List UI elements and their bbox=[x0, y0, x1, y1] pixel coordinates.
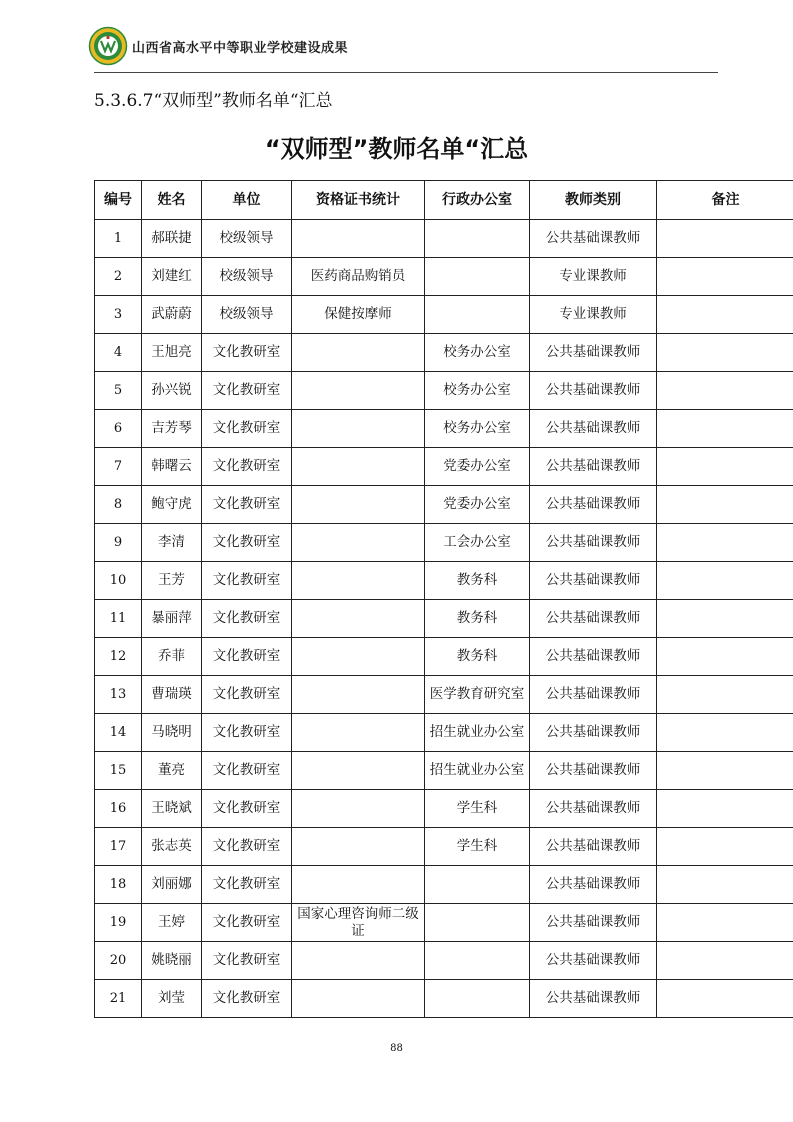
cell-name: 孙兴锐 bbox=[142, 372, 202, 410]
cell-name: 吉芳琴 bbox=[142, 410, 202, 448]
cell-unit: 文化教研室 bbox=[202, 752, 292, 790]
cell-admin-office: 党委办公室 bbox=[425, 448, 530, 486]
column-header-remarks: 备注 bbox=[657, 181, 793, 220]
cell-certificate bbox=[292, 752, 425, 790]
cell-admin-office: 医学教育研究室 bbox=[425, 676, 530, 714]
cell-number: 4 bbox=[95, 334, 142, 372]
cell-name: 张志英 bbox=[142, 828, 202, 866]
cell-unit: 文化教研室 bbox=[202, 866, 292, 904]
cell-certificate bbox=[292, 372, 425, 410]
table-row bbox=[95, 448, 793, 486]
cell-unit: 文化教研室 bbox=[202, 676, 292, 714]
cell-admin-office: 校务办公室 bbox=[425, 372, 530, 410]
cell-unit: 文化教研室 bbox=[202, 524, 292, 562]
cell-name: 刘建红 bbox=[142, 258, 202, 296]
page-header bbox=[88, 24, 718, 72]
cell-admin-office bbox=[425, 980, 530, 1018]
cell-number: 16 bbox=[95, 790, 142, 828]
table-row bbox=[95, 676, 793, 714]
cell-remarks bbox=[657, 904, 793, 942]
table-row bbox=[95, 410, 793, 448]
cell-remarks bbox=[657, 942, 793, 980]
cell-number: 17 bbox=[95, 828, 142, 866]
table-row bbox=[95, 258, 793, 296]
cell-remarks bbox=[657, 334, 793, 372]
cell-admin-office bbox=[425, 904, 530, 942]
cell-teacher-category: 公共基础课教师 bbox=[530, 980, 657, 1018]
cell-unit: 文化教研室 bbox=[202, 828, 292, 866]
cell-number: 8 bbox=[95, 486, 142, 524]
table-row bbox=[95, 752, 793, 790]
cell-name: 刘丽娜 bbox=[142, 866, 202, 904]
cell-unit: 文化教研室 bbox=[202, 448, 292, 486]
cell-admin-office bbox=[425, 296, 530, 334]
cell-remarks bbox=[657, 296, 793, 334]
cell-teacher-category: 公共基础课教师 bbox=[530, 562, 657, 600]
cell-teacher-category: 公共基础课教师 bbox=[530, 334, 657, 372]
cell-remarks bbox=[657, 524, 793, 562]
cell-remarks bbox=[657, 486, 793, 524]
cell-number: 9 bbox=[95, 524, 142, 562]
column-header-name: 姓名 bbox=[142, 181, 202, 220]
table-row bbox=[95, 600, 793, 638]
cell-remarks bbox=[657, 828, 793, 866]
cell-number: 3 bbox=[95, 296, 142, 334]
table-row bbox=[95, 372, 793, 410]
column-header-admin-office: 行政办公室 bbox=[425, 181, 530, 220]
table-row bbox=[95, 904, 793, 942]
cell-certificate bbox=[292, 562, 425, 600]
cell-unit: 文化教研室 bbox=[202, 638, 292, 676]
table-row bbox=[95, 980, 793, 1018]
cell-number: 21 bbox=[95, 980, 142, 1018]
cell-unit: 文化教研室 bbox=[202, 904, 292, 942]
cell-unit: 文化教研室 bbox=[202, 372, 292, 410]
teacher-roster-table bbox=[94, 180, 793, 1018]
cell-remarks bbox=[657, 638, 793, 676]
cell-certificate: 医药商品购销员 bbox=[292, 258, 425, 296]
cell-teacher-category: 公共基础课教师 bbox=[530, 220, 657, 258]
cell-number: 19 bbox=[95, 904, 142, 942]
cell-teacher-category: 公共基础课教师 bbox=[530, 866, 657, 904]
table-row bbox=[95, 524, 793, 562]
cell-number: 13 bbox=[95, 676, 142, 714]
cell-certificate bbox=[292, 980, 425, 1018]
cell-name: 王旭亮 bbox=[142, 334, 202, 372]
cell-remarks bbox=[657, 448, 793, 486]
cell-teacher-category: 公共基础课教师 bbox=[530, 904, 657, 942]
page-number: 88 bbox=[390, 1043, 403, 1054]
cell-teacher-category: 公共基础课教师 bbox=[530, 828, 657, 866]
cell-admin-office bbox=[425, 258, 530, 296]
cell-certificate bbox=[292, 524, 425, 562]
cell-unit: 文化教研室 bbox=[202, 410, 292, 448]
cell-number: 11 bbox=[95, 600, 142, 638]
table-row bbox=[95, 638, 793, 676]
cell-name: 姚晓丽 bbox=[142, 942, 202, 980]
cell-admin-office: 校务办公室 bbox=[425, 334, 530, 372]
cell-remarks bbox=[657, 258, 793, 296]
cell-name: 郝联捷 bbox=[142, 220, 202, 258]
cell-certificate bbox=[292, 866, 425, 904]
cell-unit: 文化教研室 bbox=[202, 486, 292, 524]
school-name: 山西省高水平中等职业学校建设成果 bbox=[132, 41, 349, 56]
cell-teacher-category: 公共基础课教师 bbox=[530, 600, 657, 638]
cell-remarks bbox=[657, 562, 793, 600]
cell-admin-office: 学生科 bbox=[425, 790, 530, 828]
table-row bbox=[95, 220, 793, 258]
cell-admin-office: 学生科 bbox=[425, 828, 530, 866]
cell-admin-office: 招生就业办公室 bbox=[425, 752, 530, 790]
document-title: “双师型”教师名单“汇总 bbox=[264, 135, 529, 163]
section-heading: 5.3.6.7“双师型”教师名单“汇总 bbox=[94, 91, 333, 111]
cell-remarks bbox=[657, 790, 793, 828]
cell-teacher-category: 公共基础课教师 bbox=[530, 676, 657, 714]
table-row bbox=[95, 866, 793, 904]
cell-teacher-category: 专业课教师 bbox=[530, 296, 657, 334]
cell-unit: 文化教研室 bbox=[202, 334, 292, 372]
table-row bbox=[95, 334, 793, 372]
cell-number: 10 bbox=[95, 562, 142, 600]
column-header-unit: 单位 bbox=[202, 181, 292, 220]
cell-number: 15 bbox=[95, 752, 142, 790]
cell-unit: 文化教研室 bbox=[202, 600, 292, 638]
cell-admin-office: 教务科 bbox=[425, 600, 530, 638]
table-row bbox=[95, 296, 793, 334]
cell-remarks bbox=[657, 676, 793, 714]
cell-number: 20 bbox=[95, 942, 142, 980]
cell-admin-office bbox=[425, 866, 530, 904]
cell-unit: 文化教研室 bbox=[202, 562, 292, 600]
cell-unit: 校级领导 bbox=[202, 258, 292, 296]
cell-number: 2 bbox=[95, 258, 142, 296]
cell-number: 7 bbox=[95, 448, 142, 486]
cell-remarks bbox=[657, 980, 793, 1018]
cell-admin-office bbox=[425, 220, 530, 258]
cell-certificate: 保健按摩师 bbox=[292, 296, 425, 334]
cell-certificate bbox=[292, 676, 425, 714]
table-row bbox=[95, 828, 793, 866]
cell-admin-office: 教务科 bbox=[425, 638, 530, 676]
cell-unit: 文化教研室 bbox=[202, 980, 292, 1018]
cell-remarks bbox=[657, 600, 793, 638]
cell-name: 刘莹 bbox=[142, 980, 202, 1018]
cell-certificate bbox=[292, 790, 425, 828]
cell-certificate bbox=[292, 410, 425, 448]
cell-unit: 校级领导 bbox=[202, 296, 292, 334]
cell-name: 暴丽萍 bbox=[142, 600, 202, 638]
cell-name: 董亮 bbox=[142, 752, 202, 790]
cell-name: 马晓明 bbox=[142, 714, 202, 752]
cell-number: 1 bbox=[95, 220, 142, 258]
cell-teacher-category: 公共基础课教师 bbox=[530, 942, 657, 980]
cell-certificate bbox=[292, 942, 425, 980]
cell-remarks bbox=[657, 410, 793, 448]
cell-certificate bbox=[292, 448, 425, 486]
cell-admin-office: 招生就业办公室 bbox=[425, 714, 530, 752]
cell-admin-office: 党委办公室 bbox=[425, 486, 530, 524]
cell-name: 韩曙云 bbox=[142, 448, 202, 486]
cell-name: 王晓斌 bbox=[142, 790, 202, 828]
cell-name: 鲍守虎 bbox=[142, 486, 202, 524]
cell-certificate bbox=[292, 714, 425, 752]
cell-number: 6 bbox=[95, 410, 142, 448]
cell-number: 12 bbox=[95, 638, 142, 676]
cell-name: 武蔚蔚 bbox=[142, 296, 202, 334]
cell-unit: 文化教研室 bbox=[202, 790, 292, 828]
cell-remarks bbox=[657, 372, 793, 410]
cell-unit: 文化教研室 bbox=[202, 714, 292, 752]
cell-remarks bbox=[657, 866, 793, 904]
cell-teacher-category: 公共基础课教师 bbox=[530, 372, 657, 410]
table-header-row bbox=[95, 181, 793, 220]
cell-remarks bbox=[657, 220, 793, 258]
cell-name: 王芳 bbox=[142, 562, 202, 600]
cell-certificate bbox=[292, 220, 425, 258]
table-row bbox=[95, 714, 793, 752]
cell-teacher-category: 公共基础课教师 bbox=[530, 524, 657, 562]
school-emblem-icon bbox=[88, 26, 128, 66]
table-row bbox=[95, 790, 793, 828]
table-row bbox=[95, 486, 793, 524]
cell-name: 李清 bbox=[142, 524, 202, 562]
cell-unit: 校级领导 bbox=[202, 220, 292, 258]
table-row bbox=[95, 562, 793, 600]
cell-number: 14 bbox=[95, 714, 142, 752]
cell-teacher-category: 公共基础课教师 bbox=[530, 638, 657, 676]
cell-name: 王婷 bbox=[142, 904, 202, 942]
cell-certificate bbox=[292, 486, 425, 524]
cell-name: 曹瑞瑛 bbox=[142, 676, 202, 714]
cell-certificate bbox=[292, 828, 425, 866]
cell-number: 18 bbox=[95, 866, 142, 904]
cell-teacher-category: 公共基础课教师 bbox=[530, 752, 657, 790]
table-body bbox=[95, 220, 793, 1018]
cell-teacher-category: 公共基础课教师 bbox=[530, 790, 657, 828]
cell-teacher-category: 公共基础课教师 bbox=[530, 486, 657, 524]
column-header-teacher-category: 教师类别 bbox=[530, 181, 657, 220]
cell-remarks bbox=[657, 714, 793, 752]
cell-certificate bbox=[292, 600, 425, 638]
cell-certificate bbox=[292, 638, 425, 676]
cell-teacher-category: 公共基础课教师 bbox=[530, 410, 657, 448]
cell-remarks bbox=[657, 752, 793, 790]
cell-number: 5 bbox=[95, 372, 142, 410]
cell-admin-office: 校务办公室 bbox=[425, 410, 530, 448]
cell-certificate bbox=[292, 334, 425, 372]
cell-admin-office: 教务科 bbox=[425, 562, 530, 600]
cell-admin-office: 工会办公室 bbox=[425, 524, 530, 562]
column-header-certificates: 资格证书统计 bbox=[292, 181, 425, 220]
cell-name: 乔菲 bbox=[142, 638, 202, 676]
header-divider bbox=[94, 72, 718, 73]
cell-teacher-category: 公共基础课教师 bbox=[530, 714, 657, 752]
table-row bbox=[95, 942, 793, 980]
cell-teacher-category: 专业课教师 bbox=[530, 258, 657, 296]
cell-teacher-category: 公共基础课教师 bbox=[530, 448, 657, 486]
cell-unit: 文化教研室 bbox=[202, 942, 292, 980]
column-header-number: 编号 bbox=[95, 181, 142, 220]
cell-certificate: 国家心理咨询师二级证 bbox=[292, 904, 425, 942]
cell-admin-office bbox=[425, 942, 530, 980]
